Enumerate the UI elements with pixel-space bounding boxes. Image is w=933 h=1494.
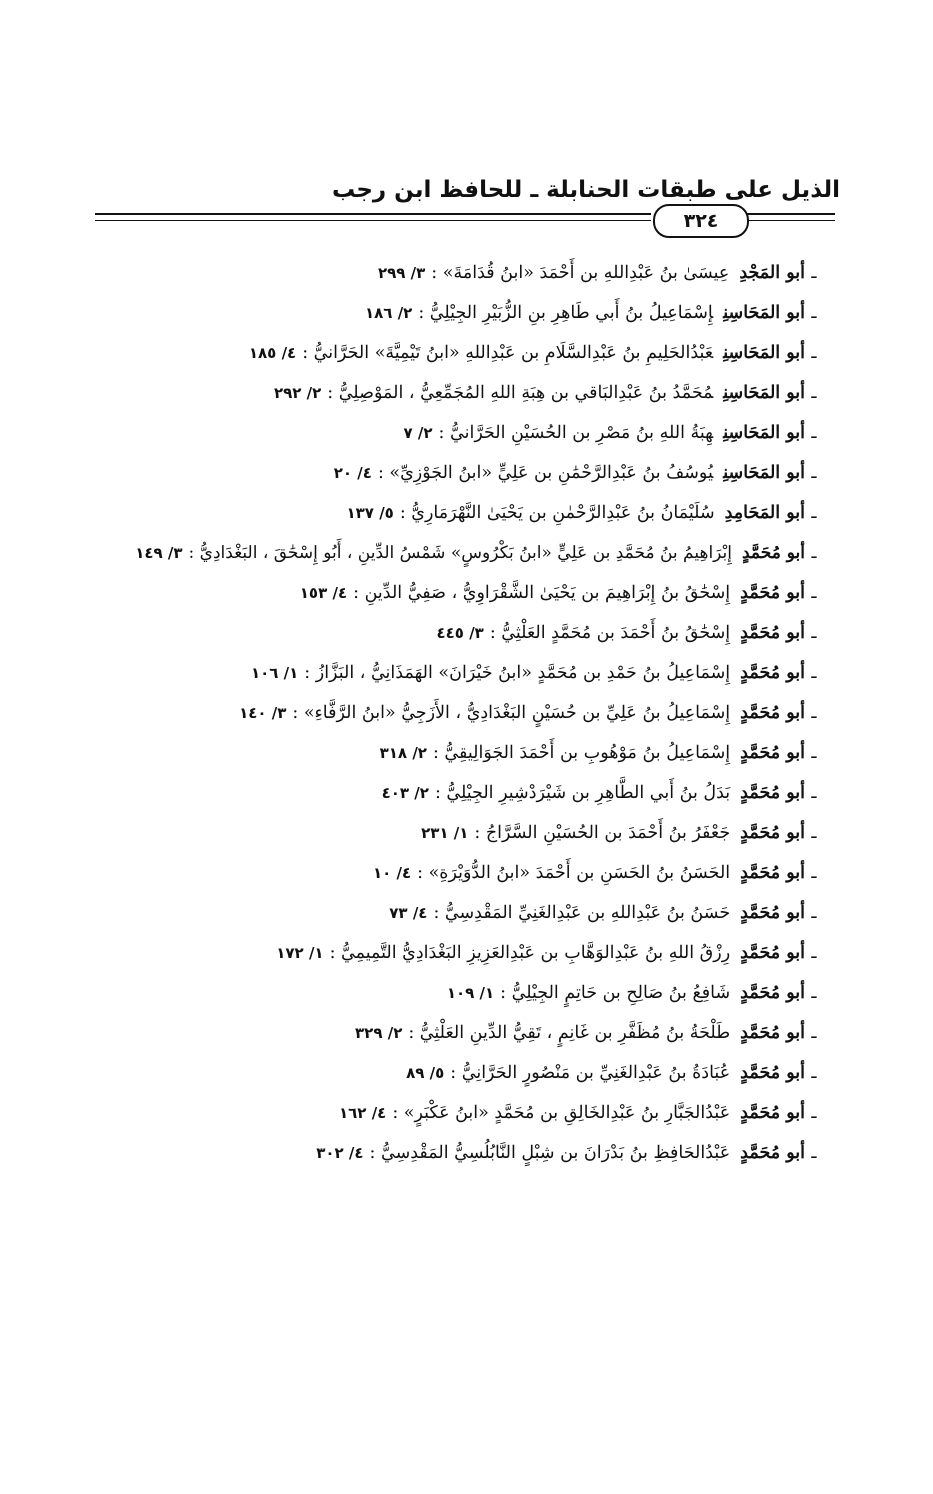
entry-reference: ٣/ ١٤٩ bbox=[135, 544, 183, 562]
index-entry bbox=[123, 933, 823, 973]
entry-reference: ٥/ ٨٩ bbox=[406, 1064, 445, 1082]
entry-reference: ٤/ ٣٠٢ bbox=[316, 1144, 364, 1162]
header-rule-right-thick bbox=[747, 213, 835, 215]
entry-kunya: أبو مُحَمَّدٍ bbox=[740, 1103, 805, 1123]
entry-dash: ـ bbox=[811, 463, 817, 483]
entry-name: رِزْقُ اللهِ بنُ عَبْدِالوَهَّابِ بن عَبْدِالعَزِيزِ البَغْدَادِيُّ التَّمِيمِيُّ : bbox=[329, 943, 731, 963]
entry-name: إِسْمَاعِيلُ بنُ مَوْهُوبِ بن أَحْمَدَ الجَوَالِيقِيُّ : bbox=[432, 743, 731, 763]
entry-kunya: أبو المَحَامِدِ bbox=[724, 503, 805, 523]
entry-dash: ـ bbox=[811, 423, 817, 443]
entry-name: الحَسَنُ بنُ الحَسَنِ بن أَحْمَدَ «ابنُ الدُّوَيْرَةِ» : bbox=[417, 863, 731, 883]
index-entry bbox=[123, 1053, 823, 1093]
index-entry bbox=[123, 653, 823, 693]
entry-name: إِبْرَاهِيمُ بنُ مُحَمَّدِ بن عَلِيٍّ «ابنُ بَكْرُوسٍ» شَمْسُ الدِّينِ ، أَبُو إِسْحَٰقَ ، البَغْدَادِيُّ : bbox=[188, 543, 732, 563]
entry-dash: ـ bbox=[811, 863, 817, 883]
entry-kunya: أبو مُحَمَّدٍ bbox=[740, 903, 805, 923]
entry-name: يُوسُفُ بنُ عَبْدِالرَّحْمَٰنِ بن عَلِيٍّ «ابنُ الجَوْزِيِّ» : bbox=[377, 463, 714, 483]
entry-name: حَسَنُ بنُ عَبْدِاللهِ بن عَبْدِالغَنِيِّ المَقْدِسِيُّ : bbox=[433, 903, 731, 923]
index-entry bbox=[123, 333, 823, 373]
entry-dash: ـ bbox=[811, 823, 817, 843]
page-number: ٣٢٤ bbox=[653, 204, 749, 238]
entry-dash: ـ bbox=[811, 663, 817, 683]
entry-kunya: أبو مُحَمَّدٍ bbox=[740, 943, 805, 963]
entry-reference: ٢/ ٣٢٩ bbox=[355, 1024, 403, 1042]
entry-reference: ١/ ١٠٦ bbox=[250, 664, 299, 682]
entry-reference: ٢/ ٣١٨ bbox=[379, 744, 427, 762]
entry-dash: ـ bbox=[811, 1023, 817, 1043]
entry-reference: ٢/ ١٨٦ bbox=[365, 304, 413, 322]
entry-name: إِسْمَاعِيلُ بنُ حَمْدِ بن مُحَمَّدٍ «ابنُ خَيْرَانَ» الهَمَذَانِيُّ ، البَزَّازُ : bbox=[304, 663, 731, 683]
entry-dash: ـ bbox=[811, 983, 817, 1003]
index-entries-list bbox=[123, 253, 823, 1173]
entry-kunya: أبو مُحَمَّدٍ bbox=[740, 1063, 805, 1083]
entry-kunya: أبو مُحَمَّدٍ bbox=[740, 1023, 805, 1043]
entry-name: إِسْمَاعِيلُ بنُ عَلِيِّ بن حُسَيْنٍ البَغْدَادِيُّ ، الأَزَجِيُّ «ابنُ الرَّفَّاءِ» : bbox=[292, 703, 731, 723]
index-entry bbox=[123, 893, 823, 933]
entry-reference: ٤/ ١٦٢ bbox=[339, 1104, 387, 1122]
entry-name: إِسْحَٰقُ بنُ إِبْرَاهِيمَ بن يَحْيَىٰ الشَّقْرَاوِيُّ ، صَفِيُّ الدِّينِ : bbox=[353, 583, 731, 603]
index-entry bbox=[123, 1013, 823, 1053]
entry-name: عَبْدُالحَلِيمِ بنُ عَبْدِالسَّلَامِ بن عَبْدِاللهِ «ابنُ تَيْمِيَّةَ» الحَرَّانيُّ : bbox=[302, 343, 714, 363]
entry-kunya: أبو مُحَمَّدٍ bbox=[740, 583, 805, 603]
entry-kunya: أبو مُحَمَّدٍ bbox=[740, 983, 805, 1003]
index-entry bbox=[123, 973, 823, 1013]
entry-kunya: أبو المَحَاسِنِ bbox=[723, 463, 805, 483]
entry-reference: ٣/ ٢٩٩ bbox=[377, 264, 426, 282]
index-entry bbox=[123, 373, 823, 413]
entry-reference: ٢/ ٤٠٣ bbox=[381, 784, 429, 802]
index-entry bbox=[123, 453, 823, 493]
entry-kunya: أبو مُحَمَّدٍ bbox=[740, 743, 805, 763]
entry-dash: ـ bbox=[811, 743, 817, 763]
entry-name: عَبْدُالجَبَّارِ بنُ عَبْدِالخَالِقِ بن مُحَمَّدٍ «ابنُ عَكْبَرٍ» : bbox=[392, 1103, 731, 1123]
entry-kunya: أبو المَحَاسِنِ bbox=[723, 303, 805, 323]
index-entry bbox=[123, 733, 823, 773]
entry-reference: ٢/ ٢٩٢ bbox=[273, 384, 322, 402]
index-entry bbox=[123, 253, 823, 293]
entry-name: عَبْدُالحَافِظِ بنُ بَدْرَانَ بن شِبْلٍ النَّابُلُسِيُّ المَقْدِسِيُّ : bbox=[369, 1143, 731, 1163]
entry-kunya: أبو مُحَمَّدٍ bbox=[740, 863, 805, 883]
entry-reference: ٣/ ٤٤٥ bbox=[436, 624, 484, 642]
book-title: الذيل على طبقات الحنابلة ـ للحافظ ابن رجب bbox=[331, 177, 840, 203]
header-rule-left-thin bbox=[95, 220, 651, 221]
entry-dash: ـ bbox=[811, 343, 817, 363]
entry-dash: ـ bbox=[811, 383, 817, 403]
entry-reference: ٤/ ٧٣ bbox=[389, 904, 428, 922]
index-entry bbox=[123, 1093, 823, 1133]
entry-kunya: أبو المَحَاسِنِ bbox=[723, 383, 805, 403]
entry-dash: ـ bbox=[811, 903, 817, 923]
entry-dash: ـ bbox=[811, 1063, 817, 1083]
entry-kunya: أبو مُحَمَّدٍ bbox=[740, 823, 805, 843]
entry-kunya: أبو المَجْدِ bbox=[739, 263, 805, 283]
entry-dash: ـ bbox=[811, 543, 817, 563]
index-entry bbox=[123, 693, 823, 733]
entry-kunya: أبو مُحَمَّدٍ bbox=[740, 623, 805, 643]
entry-dash: ـ bbox=[811, 623, 817, 643]
entry-dash: ـ bbox=[811, 1143, 817, 1163]
entry-name: شَافِعُ بنُ صَالِحِ بن حَاتِمٍ الجِيْلِيُّ : bbox=[500, 983, 731, 1003]
entry-name: عُبَادَةُ بنُ عَبْدِالغَنِيِّ بن مَنْصُورٍ الحَرَّانِيُّ : bbox=[450, 1063, 731, 1083]
entry-kunya: أبو المَحَاسِنِ bbox=[723, 423, 805, 443]
entry-reference: ٥/ ١٣٧ bbox=[346, 504, 394, 522]
entry-reference: ١/ ٢٣١ bbox=[421, 824, 469, 842]
entry-dash: ـ bbox=[811, 943, 817, 963]
entry-dash: ـ bbox=[811, 503, 817, 523]
index-entry bbox=[123, 1133, 823, 1173]
entry-dash: ـ bbox=[811, 303, 817, 323]
entry-name: سُلَيْمَانُ بنُ عَبْدِالرَّحْمٰنِ بن يَحْيَىٰ النَّهْرَمَارِيُّ : bbox=[399, 503, 715, 523]
entry-dash: ـ bbox=[811, 583, 817, 603]
entry-name: جَعْفَرُ بنُ أَحْمَدَ بن الحُسَيْنِ السَّرَّاجُ : bbox=[474, 823, 731, 843]
entry-kunya: أبو مُحَمَّدٍ bbox=[740, 703, 805, 723]
index-entry bbox=[123, 573, 823, 613]
entry-reference: ٤/ ١٠ bbox=[372, 864, 412, 882]
entry-name: طَلْحَةُ بنُ مُظَفَّرِ بن غَانِمٍ ، تَقِيُّ الدِّينِ العَلْثِيُّ : bbox=[408, 1023, 731, 1043]
entry-kunya: أبو مُحَمَّدٍ bbox=[742, 543, 805, 563]
entry-reference: ٤/ ٢٠ bbox=[333, 464, 372, 482]
header-rule-left-thick bbox=[95, 213, 651, 215]
entry-name: هِبَةُ اللهِ بنُ مَصْرِ بن الحُسَيْنِ الحَرَّانيُّ : bbox=[438, 423, 714, 443]
entry-kunya: أبو مُحَمَّدٍ bbox=[740, 783, 805, 803]
entry-name: إِسْحَٰقُ بنُ أَحْمَدَ بن مُحَمَّدٍ العَلْثِيُّ : bbox=[489, 623, 731, 643]
index-entry bbox=[123, 773, 823, 813]
entry-reference: ٤/ ١٥٣ bbox=[299, 584, 348, 602]
entry-reference: ٤/ ١٨٥ bbox=[248, 344, 297, 362]
entry-name: إِسْمَاعِيلُ بنُ أَبي طَاهِرِ بنِ الزُّبَيْرِ الجِيْلِيُّ : bbox=[418, 303, 714, 323]
entry-reference: ١/ ١٠٩ bbox=[446, 984, 495, 1002]
index-entry bbox=[123, 613, 823, 653]
entry-name: مُحَمَّدُ بنُ عَبْدِالبَاقي بن هِبَةِ اللهِ المُجَمِّعِيُّ ، المَوْصِلِيُّ : bbox=[327, 383, 714, 403]
entry-reference: ٣/ ١٤٠ bbox=[239, 704, 287, 722]
header-rule bbox=[95, 200, 835, 236]
entry-name: عِيسَىٰ بنُ عَبْدِاللهِ بن أَحْمَدَ «ابنُ قُدَامَةَ» : bbox=[431, 263, 730, 283]
entry-dash: ـ bbox=[811, 263, 817, 283]
entry-kunya: أبو المَحَاسِنِ bbox=[723, 343, 805, 363]
entry-dash: ـ bbox=[811, 1103, 817, 1123]
index-entry bbox=[123, 493, 823, 533]
index-entry bbox=[123, 813, 823, 853]
entry-kunya: أبو مُحَمَّدٍ bbox=[740, 1143, 805, 1163]
entry-reference: ١/ ١٧٢ bbox=[276, 944, 324, 962]
entry-dash: ـ bbox=[811, 703, 817, 723]
index-entry bbox=[123, 413, 823, 453]
entry-reference: ٢/ ٧ bbox=[403, 424, 433, 442]
index-entry bbox=[123, 293, 823, 333]
entry-name: بَدَلُ بنُ أَبي الطَّاهِرِ بن شَيْرَدْشِيرِ الجِيْلِيُّ : bbox=[434, 783, 731, 803]
header-rule-right-thin bbox=[747, 220, 835, 221]
index-entry bbox=[123, 853, 823, 893]
index-entry bbox=[123, 533, 823, 573]
entry-dash: ـ bbox=[811, 783, 817, 803]
entry-kunya: أبو مُحَمَّدٍ bbox=[740, 663, 805, 683]
